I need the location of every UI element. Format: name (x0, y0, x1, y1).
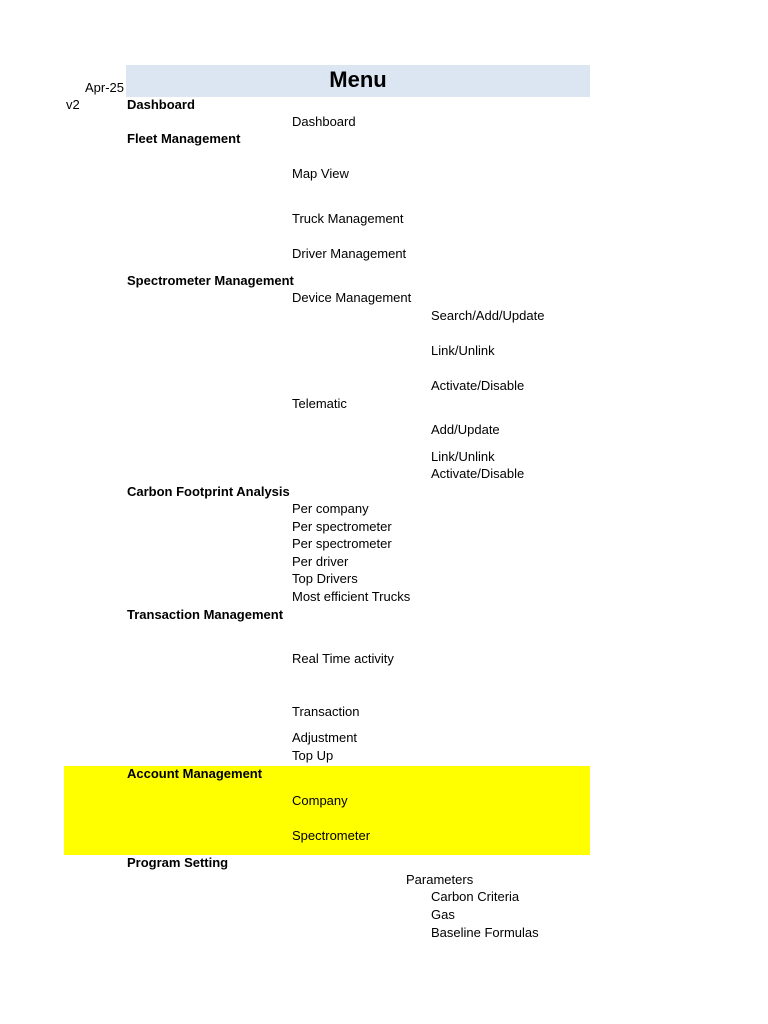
menu-item-transaction: Transaction (292, 704, 360, 719)
menu-item-parameters: Parameters (406, 872, 474, 887)
menu-item-company: Company (292, 793, 348, 808)
menu-item-device-management: Device Management (292, 290, 412, 305)
section-fleet-management: Fleet Management (127, 131, 241, 146)
section-program-setting: Program Setting (127, 855, 229, 870)
action-search-add-update: Search/Add/Update (431, 308, 545, 323)
date-label: Apr-25 (85, 80, 125, 95)
menu-item-telematic: Telematic (292, 396, 347, 411)
menu-item-per-driver: Per driver (292, 554, 349, 569)
action-add-update: Add/Update (431, 422, 500, 437)
parameter-baseline-formulas: Baseline Formulas (431, 925, 539, 940)
section-dashboard: Dashboard (127, 97, 195, 112)
action-activate-disable: Activate/Disable (431, 466, 525, 481)
menu-item-map-view: Map View (292, 166, 349, 181)
menu-title-bar (126, 65, 590, 97)
action-link-unlink: Link/Unlink (431, 449, 495, 464)
section-spectrometer-management: Spectrometer Management (127, 273, 294, 288)
section-carbon-footprint-analysis: Carbon Footprint Analysis (127, 484, 290, 499)
page-title: Menu (329, 67, 387, 92)
menu-item-spectrometer: Spectrometer (292, 828, 371, 843)
action-activate-disable: Activate/Disable (431, 378, 525, 393)
menu-item-real-time-activity: Real Time activity (292, 651, 394, 666)
menu-item-truck-management: Truck Management (292, 211, 404, 226)
menu-item-most-efficient-trucks: Most efficient Trucks (292, 589, 411, 604)
menu-item-per-company: Per company (292, 501, 369, 516)
menu-item-per-spectrometer: Per spectrometer (292, 519, 392, 534)
menu-item-top-drivers: Top Drivers (292, 571, 358, 586)
menu-item-top-up: Top Up (292, 748, 334, 763)
menu-item-per-spectrometer: Per spectrometer (292, 536, 392, 551)
section-transaction-management: Transaction Management (127, 607, 284, 622)
section-account-management: Account Management (127, 766, 263, 781)
menu-item-adjustment: Adjustment (292, 730, 358, 745)
action-link-unlink: Link/Unlink (431, 343, 495, 358)
version-label: v2 (66, 97, 80, 112)
menu-item-driver-management: Driver Management (292, 246, 407, 261)
menu-item-dashboard: Dashboard (292, 114, 356, 129)
parameter-carbon-criteria: Carbon Criteria (431, 889, 520, 904)
parameter-gas: Gas (431, 907, 455, 922)
